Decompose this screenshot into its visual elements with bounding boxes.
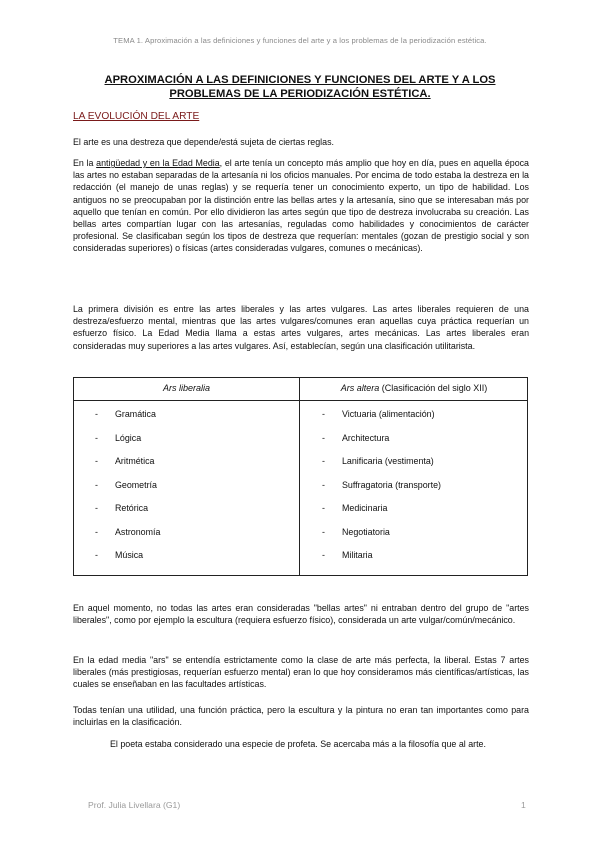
ars-liberalia-item [95,455,160,479]
ars-liberalia-item [95,526,160,550]
ars-altera-item-label: Victuaria (alimentación) [342,409,435,419]
ars-liberalia-item [95,432,160,456]
ars-liberalia-item-label: Aritmética [115,456,155,466]
paragraph-3: La primera división es entre las artes liberales y las artes vulgares. Las artes liberales requieren de una destreza/esfuerzo mental, mientras que las artes vulgares/comunes eran aquellas cuya práctica requerían un esfuerzo físico. La Edad Media llama a estas artes vulgares, artes mecánicas. Las artes liberales eran consideradas muy superiores a las artes vulgares. Así, establecían, según una clasificación utilitarista. [73,304,529,351]
indented-note: El poeta estaba considerado una especie de profeta. Se acercaba más a la filosofía que al arte. [110,739,486,749]
paragraph-4: En aquel momento, no todas las artes eran consideradas "bellas artes" ni entraban dentro del grupo de "artes liberales", como por ejemplo la escultura (requiera esfuerzo físico), considerada un arte vulgar/común/mecánico. [73,603,529,626]
ars-altera-item [322,526,441,550]
table-header-ars-altera: Ars altera (Clasificación del siglo XII) [340,383,488,393]
ars-liberalia-item-label: Gramática [115,409,156,419]
list-dash: - [95,456,98,466]
list-dash: - [322,550,325,560]
ars-liberalia-item-label: Astronomía [115,526,161,537]
ars-liberalia-item-label: Geometría [115,479,157,490]
table-header-divider [74,400,527,401]
ars-altera-item-label: Suffragatoria (transporte) [342,479,441,490]
ars-altera-item-label: Militaria [342,550,373,560]
paragraph-5: En la edad media "ars" se entendía estrictamente como la clase de arte más perfecta, la liberal. Estas 7 artes liberales (más prestigiosas, requerían esfuerzo mental) eran lo que hoy consideramos más científicas/artísticas, las cuales se enseñaban en las facultades artísticas. [73,655,529,690]
list-dash: - [95,479,98,490]
ars-altera-item-label: Lanificaria (vestimenta) [342,456,434,466]
list-dash: - [322,432,325,443]
paragraph-6: Todas tenían una utilidad, una función práctica, pero la escultura y la pintura no eran tan importantes como para incluirlas en la clasificación. [73,705,529,728]
ars-altera-item [322,502,441,526]
ars-liberalia-item [95,408,160,432]
ars-liberalia-item [95,479,160,503]
arts-classification-table [73,377,528,576]
ars-altera-item [322,549,441,573]
section-heading: LA EVOLUCIÓN DEL ARTE [73,111,200,122]
list-dash: - [322,479,325,490]
ars-altera-item-label: Architectura [342,432,390,443]
list-dash: - [322,503,325,513]
title-line-2: PROBLEMAS DE LA PERIODIZACIÓN ESTÉTICA. [169,88,431,100]
title-line-1: APROXIMACIÓN A LAS DEFINICIONES Y FUNCIONES DEL ARTE Y A LOS [104,74,496,86]
p2-lead: En la [73,158,97,168]
ars-liberalia-item [95,502,160,526]
list-dash: - [95,503,98,513]
table-header-ars-liberalia: Ars liberalia [162,383,211,393]
ars-altera-list [322,408,441,573]
ars-liberalia-item-label: Retórica [115,503,149,513]
ars-altera-item [322,479,441,503]
ars-liberalia-item [95,549,160,573]
ars-altera-item [322,432,441,456]
list-dash: - [322,456,325,466]
paragraph-1: El arte es una destreza que depende/está sujeta de ciertas reglas. [73,137,334,147]
list-dash: - [95,526,98,537]
p2-body: , el arte tenía un concepto más amplio que hoy en día, pues en aquella época las artes no estaban separadas de la artesanía ni los oficios manuales. Por encima de todo estaba la destreza en la redacción (el manejo de unas reglas) y se requería tener un conocimiento experto, un tipo de habilidad. Los antiguos no se preocupaban por la distinción entre las bellas artes y la artesanía, sino que se interesaban más por aquello que tenían en común. Por ello dividieron las artes según que tipo de destreza involucraba su creación. Las bellas artes compartían lugar con las artesanías, reguladas como habilidades y conocimientos de carácter profesional. Se clasificaban según los tipos de destreza que requerían: mentales (gozan de prestigio social y son consideradas superiores) o físicas (artes consideradas vulgares, comunes o mecánicas). [73,158,529,254]
ars-liberalia-item-label: Música [115,550,144,560]
document-title [96,73,504,101]
list-dash: - [95,409,98,419]
footer-author: Prof. Julia Livellara (G1) [88,800,181,810]
list-dash: - [322,526,325,537]
ars-altera-item [322,455,441,479]
paragraph-2 [73,157,529,255]
running-header: TEMA 1. Aproximación a las definiciones y funciones del arte y a los problemas de la periodización estética. [113,36,487,45]
list-dash: - [95,432,98,443]
ars-altera-item-label: Negotiatoria [342,526,390,537]
table-column-divider [299,378,300,575]
ars-liberalia-item-label: Lógica [115,432,142,443]
list-dash: - [322,409,325,419]
underlined-phrase: antigüedad y en la Edad Media [96,158,220,168]
ars-altera-item [322,408,441,432]
ars-altera-item-label: Medicinaria [342,503,388,513]
list-dash: - [95,550,98,560]
ars-liberalia-list [95,408,160,573]
page-number: 1 [521,800,526,810]
